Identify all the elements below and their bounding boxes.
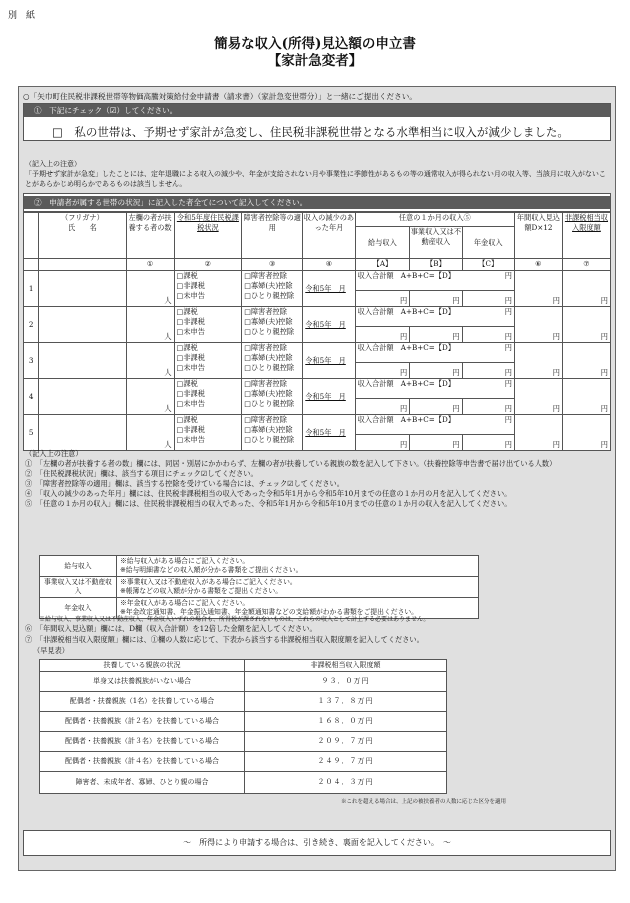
col2-marker: ② <box>174 259 242 271</box>
deduction-cell[interactable]: □障害者控除 □寡婦(夫)控除 □ひとり親控除 <box>242 343 303 379</box>
annual-cell[interactable]: 円 <box>514 271 562 307</box>
notes1 <box>25 159 611 189</box>
limit-amount: ２０９．７万円 <box>245 732 447 752</box>
section2-header: ② 申請者が属する世帯の状況」に記入した者全てについて記入してください。 <box>24 196 610 209</box>
limit-status: 配偶者・扶養親族（計３名）を扶養している場合 <box>40 732 245 752</box>
note6: ⑥ 「年間収入見込額」欄には、D欄（収入合計額）を12倍した金額を記入してください。 <box>25 624 317 633</box>
dependent-count-cell[interactable]: 人 <box>126 415 174 451</box>
income-total-cell[interactable]: 円 収入合計額 A+B+C=【D】 <box>355 415 514 435</box>
tax-status-header: 令和5年度住民税課税状況 <box>174 213 242 259</box>
limit-header-status: 扶養している親族の状況 <box>40 660 245 672</box>
income-type-desc: ※年金収入がある場合にご記入ください。 ※年金改定通知書、年金振込通知書、年金額通知書などの支給額がわかる書類をご提出ください。 <box>117 598 479 619</box>
business-cell[interactable]: 円 <box>410 291 462 307</box>
colB-marker: 【B】 <box>410 259 462 271</box>
note-item: ⑤ 「任意の１か月の収入」欄には、住民税非課税相当の収入であった、令和5年1月から令和5年10月までの任意の１か月の収入を記入してください。 <box>25 499 512 508</box>
tax-status-cell[interactable]: □課税 □非課税 □未申告 <box>174 379 242 415</box>
deduction-cell[interactable]: □障害者控除 □寡婦(夫)控除 □ひとり親控除 <box>242 307 303 343</box>
salary-cell[interactable]: 円 <box>355 363 410 379</box>
limit-amount: ２０４．３万円 <box>245 772 447 794</box>
row-number: 2 <box>24 307 39 343</box>
household-income-table <box>23 212 611 451</box>
dependent-count-cell[interactable]: 人 <box>126 343 174 379</box>
name-cell[interactable] <box>39 343 126 379</box>
note-item: ① 「左欄の者が扶養する者の数」欄には、同居・別居にかかわらず、左欄の者が扶養している親族の数を記入して下さい。（扶養控除等申告書で届け出ている人数） <box>25 459 557 468</box>
title-line2: 【家計急変者】 <box>267 53 363 69</box>
col6-marker: ⑥ <box>514 259 562 271</box>
notes2-heading: （記入上の注意） <box>25 449 83 458</box>
pension-header: 年金収入 <box>462 227 514 259</box>
footer-note: ～ 所得により申請する場合は、引き続き、裏面を記入してください。 ～ <box>23 830 611 856</box>
month-cell[interactable]: 令和5年 月 <box>303 379 355 415</box>
name-cell[interactable] <box>39 307 126 343</box>
income-total-cell[interactable]: 円 収入合計額 A+B+C=【D】 <box>355 379 514 399</box>
colA-marker: 【A】 <box>355 259 410 271</box>
table-row <box>24 307 611 327</box>
notes1-heading: （記入上の注意） <box>25 160 81 168</box>
col4-marker: ④ <box>303 259 355 271</box>
row-number: 5 <box>24 415 39 451</box>
note-item: ② 「住民税課税状況」欄は、該当する項目にチェック☑してください。 <box>25 469 258 478</box>
income-total-cell[interactable]: 円 収入合計額 A+B+C=【D】 <box>355 343 514 363</box>
table-row <box>24 379 611 399</box>
limit-row <box>40 712 447 732</box>
month-cell[interactable]: 令和5年 月 <box>303 307 355 343</box>
month-cell[interactable]: 令和5年 月 <box>303 343 355 379</box>
row-no-header <box>24 213 39 259</box>
income-type-label: 給与収入 <box>40 556 117 577</box>
salary-cell[interactable]: 円 <box>355 399 410 415</box>
table-row <box>24 271 611 291</box>
month-cell[interactable]: 令和5年 月 <box>303 271 355 307</box>
section1-box <box>23 103 611 141</box>
tax-status-cell[interactable]: □課税 □非課税 □未申告 <box>174 307 242 343</box>
tax-status-cell[interactable]: □課税 □非課税 □未申告 <box>174 415 242 451</box>
limit-row <box>40 752 447 772</box>
income-total-cell[interactable]: 円 収入合計額 A+B+C=【D】 <box>355 307 514 327</box>
name-header: （フリガナ） 氏 名 <box>39 213 126 259</box>
deduction-header: 障害者控除等の適用 <box>242 213 303 259</box>
limit-lookup-table <box>39 659 447 794</box>
name-cell[interactable] <box>39 271 126 307</box>
limit-cell[interactable]: 円 <box>562 307 610 343</box>
dependent-header: 左欄の者が扶養する者の数 <box>126 213 174 259</box>
limit-amount: １３７．８万円 <box>245 692 447 712</box>
colC-marker: 【C】 <box>462 259 514 271</box>
salary-header: 給与収入 <box>355 227 410 259</box>
row-number: 3 <box>24 343 39 379</box>
income-type-desc: ※事業収入又は不動産収入がある場合にご記入ください。 ※帳簿などの収入額が分かる書類をご提出ください。 <box>117 577 479 598</box>
section2-box <box>23 193 611 212</box>
table-row <box>24 343 611 363</box>
row-number: 1 <box>24 271 39 307</box>
note7-sub: （早見表） <box>33 646 69 655</box>
deduction-cell[interactable]: □障害者控除 □寡婦(夫)控除 □ひとり親控除 <box>242 415 303 451</box>
salary-cell[interactable]: 円 <box>355 327 410 343</box>
note-item: ④ 「収入の減少のあった年月」欄には、住民税非課税相当の収入であった令和5年1月から令和5年10月までの任意の１か月の月を記入してください。 <box>25 489 512 498</box>
limit-side-note: ※これを超える場合は、上記の被扶養者の人数に応じた区分を適用 <box>341 799 507 805</box>
income-total-cell[interactable]: 円 収入合計額 A+B+C=【D】 <box>355 271 514 291</box>
col7-marker: ⑦ <box>562 259 610 271</box>
table-row <box>24 415 611 435</box>
tax-status-cell[interactable]: □課税 □非課税 □未申告 <box>174 343 242 379</box>
tax-status-cell[interactable]: □課税 □非課税 □未申告 <box>174 271 242 307</box>
business-cell[interactable]: 円 <box>410 435 462 451</box>
annual-cell[interactable]: 円 <box>514 343 562 379</box>
business-cell[interactable]: 円 <box>410 327 462 343</box>
income-type-desc: ※給与収入がある場合にご記入ください。 ※給与明細書などの収入額が分かる書類をご提出ください。 <box>117 556 479 577</box>
limit-amount: ２４９．７万円 <box>245 752 447 772</box>
salary-cell[interactable]: 円 <box>355 435 410 451</box>
deduction-cell[interactable]: □障害者控除 □寡婦(夫)控除 □ひとり親控除 <box>242 271 303 307</box>
annual-header: 年間収入見込額D×12 <box>514 213 562 259</box>
pension-cell[interactable]: 円 <box>462 327 514 343</box>
section1-header: ① 下記にチェック（☑）してください。 <box>24 104 610 117</box>
pension-cell[interactable]: 円 <box>462 363 514 379</box>
limit-row <box>40 692 447 712</box>
limit-header: 非課税相当収入限度額 <box>562 213 610 259</box>
doc-label: 別 紙 <box>8 11 36 21</box>
pension-cell[interactable]: 円 <box>462 435 514 451</box>
business-cell[interactable]: 円 <box>410 363 462 379</box>
page-title <box>0 36 630 70</box>
month-cell[interactable]: 令和5年 月 <box>303 415 355 451</box>
limit-cell[interactable]: 円 <box>562 271 610 307</box>
deduction-cell[interactable]: □障害者控除 □寡婦(夫)控除 □ひとり親控除 <box>242 379 303 415</box>
income-group-header: 任意の１か月の収入⑤ <box>355 213 514 227</box>
col3-marker: ③ <box>242 259 303 271</box>
name-cell[interactable] <box>39 415 126 451</box>
limit-row <box>40 672 447 692</box>
income-note: ※給与収入、事業収入又は不動産収入、年金収入いずれの場合も、所得税が課されないものは、これらの収入として計上する必要はありません。 <box>39 616 430 623</box>
limit-status: 配偶者・扶養親族（1名）を扶養している場合 <box>40 692 245 712</box>
title-line1: 簡易な収入(所得)見込額の申立書 <box>214 36 416 52</box>
annual-cell[interactable]: 円 <box>514 415 562 451</box>
limit-row <box>40 732 447 752</box>
pension-cell[interactable]: 円 <box>462 399 514 415</box>
salary-cell[interactable]: 円 <box>355 291 410 307</box>
month-header: 収入の減少のあった年月 <box>303 213 355 259</box>
notes1-body: 「予期せず家計が急変」したことには、定年退職による収入の減少や、年金が支給されない月や事業性に季節性があるもの等の通常収入が得られない月の収入等、当該月に収入がないことがあらかじめ明らかであるものは該当しません。 <box>25 170 606 188</box>
limit-row <box>40 772 447 794</box>
limit-cell[interactable]: 円 <box>562 379 610 415</box>
row-number: 4 <box>24 379 39 415</box>
limit-status: 単身又は扶養親族がいない場合 <box>40 672 245 692</box>
limit-status: 配偶者・扶養親族（計２名）を扶養している場合 <box>40 712 245 732</box>
business-cell[interactable]: 円 <box>410 399 462 415</box>
annual-cell[interactable]: 円 <box>514 307 562 343</box>
limit-cell[interactable]: 円 <box>562 343 610 379</box>
income-type-label: 年金収入 <box>40 598 117 619</box>
name-cell[interactable] <box>39 379 126 415</box>
limit-cell[interactable]: 円 <box>562 415 610 451</box>
note-item: ③ 「障害者控除等の適用」欄は、該当する控除を受けている場合には、チェック☑してください。 <box>25 479 344 488</box>
limit-status: 配偶者・扶養親族（計４名）を扶養している場合 <box>40 752 245 772</box>
dependent-count-cell[interactable]: 人 <box>126 271 174 307</box>
pension-cell[interactable]: 円 <box>462 291 514 307</box>
limit-amount: ９３．０万円 <box>245 672 447 692</box>
limit-header-amount: 非課税相当収入限度額 <box>245 660 447 672</box>
notes2 <box>25 449 611 509</box>
dependent-count-cell[interactable]: 人 <box>126 379 174 415</box>
limit-status: 障害者、未成年者、寡婦、ひとり親の場合 <box>40 772 245 794</box>
limit-amount: １６８．０万円 <box>245 712 447 732</box>
income-type-label: 事業収入又は不動産収入 <box>40 577 117 598</box>
household-checkbox-statement[interactable]: □ 私の世帯は、予期せず家計が急変し、住民税非課税世帯となる水準相当に収入が減少しました。 <box>52 125 569 139</box>
intro-text: ○「矢巾町住民税非課税世帯等物価高騰対策給付金申請書（請求書）（家計急変世帯分）」と一緒にご提出ください。 <box>23 92 417 101</box>
dependent-count-cell[interactable]: 人 <box>126 307 174 343</box>
form-frame <box>18 86 616 871</box>
note7: ⑦ 「非課税相当収入限度額」欄には、①欄の人数に応じて、下表から該当する非課税相当収入限度額を記入してください。 <box>25 635 424 644</box>
income-type-table <box>39 555 479 619</box>
col1-marker: ① <box>126 259 174 271</box>
business-header: 事業収入又は不動産収入 <box>410 227 462 259</box>
annual-cell[interactable]: 円 <box>514 379 562 415</box>
